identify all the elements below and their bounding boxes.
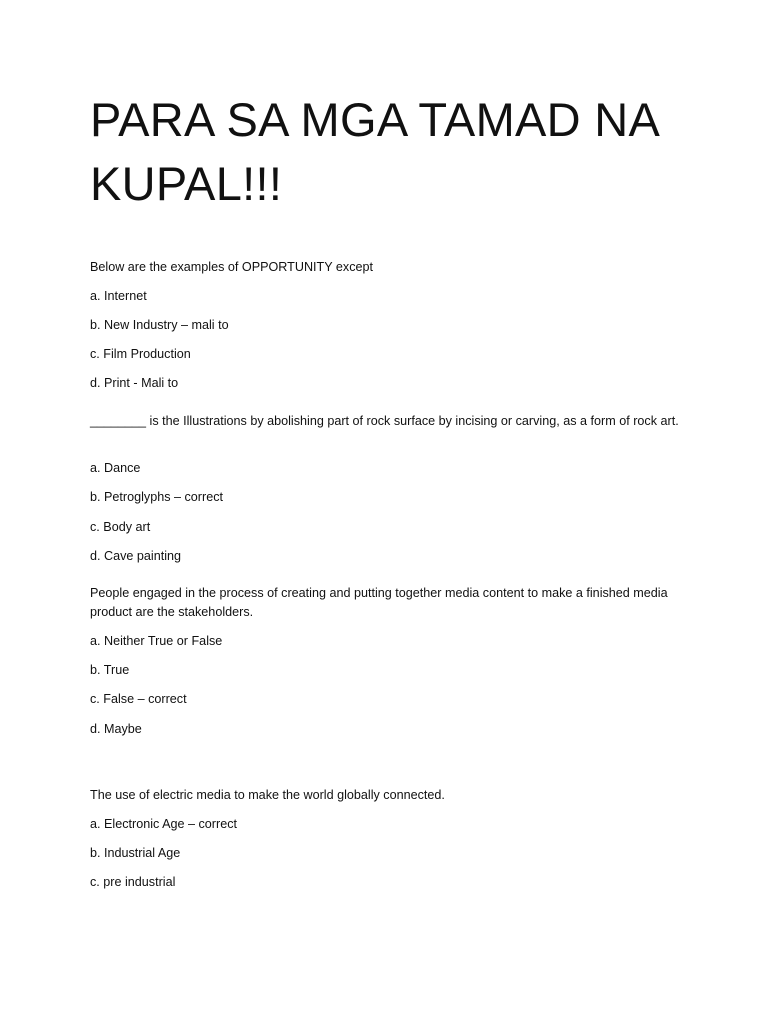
answer-option: a. Internet bbox=[90, 289, 147, 303]
answer-option: b. Industrial Age bbox=[90, 846, 181, 860]
question-text: The use of electric media to make the world globally connected. bbox=[90, 788, 445, 802]
answer-option: c. False – correct bbox=[90, 692, 187, 706]
answer-option: d. Maybe bbox=[90, 722, 142, 736]
answer-option: a. Dance bbox=[90, 461, 141, 475]
answer-option: c. Film Production bbox=[90, 347, 191, 361]
answer-option: b. Petroglyphs – correct bbox=[90, 490, 223, 504]
answer-option: b. New Industry – mali to bbox=[90, 318, 229, 332]
answer-option: c. pre industrial bbox=[90, 875, 176, 889]
answer-option: a. Electronic Age – correct bbox=[90, 817, 237, 831]
question-text: ________ is the Illustrations by abolishing part of rock surface by incising or carving, as a form of rock art. bbox=[90, 414, 679, 428]
answer-option: d. Cave painting bbox=[90, 549, 182, 563]
answer-option: a. Neither True or False bbox=[90, 634, 223, 648]
answer-option: b. True bbox=[90, 663, 130, 677]
answer-option: c. Body art bbox=[90, 520, 151, 534]
document-title: PARA SA MGA TAMAD NA KUPAL!!! bbox=[90, 93, 658, 210]
answer-option: d. Print - Mali to bbox=[90, 376, 179, 390]
question-text: Below are the examples of OPPORTUNITY except bbox=[90, 260, 374, 274]
question-text: People engaged in the process of creating and putting together media content to make a finished media product are the stakeholders. bbox=[90, 586, 668, 619]
